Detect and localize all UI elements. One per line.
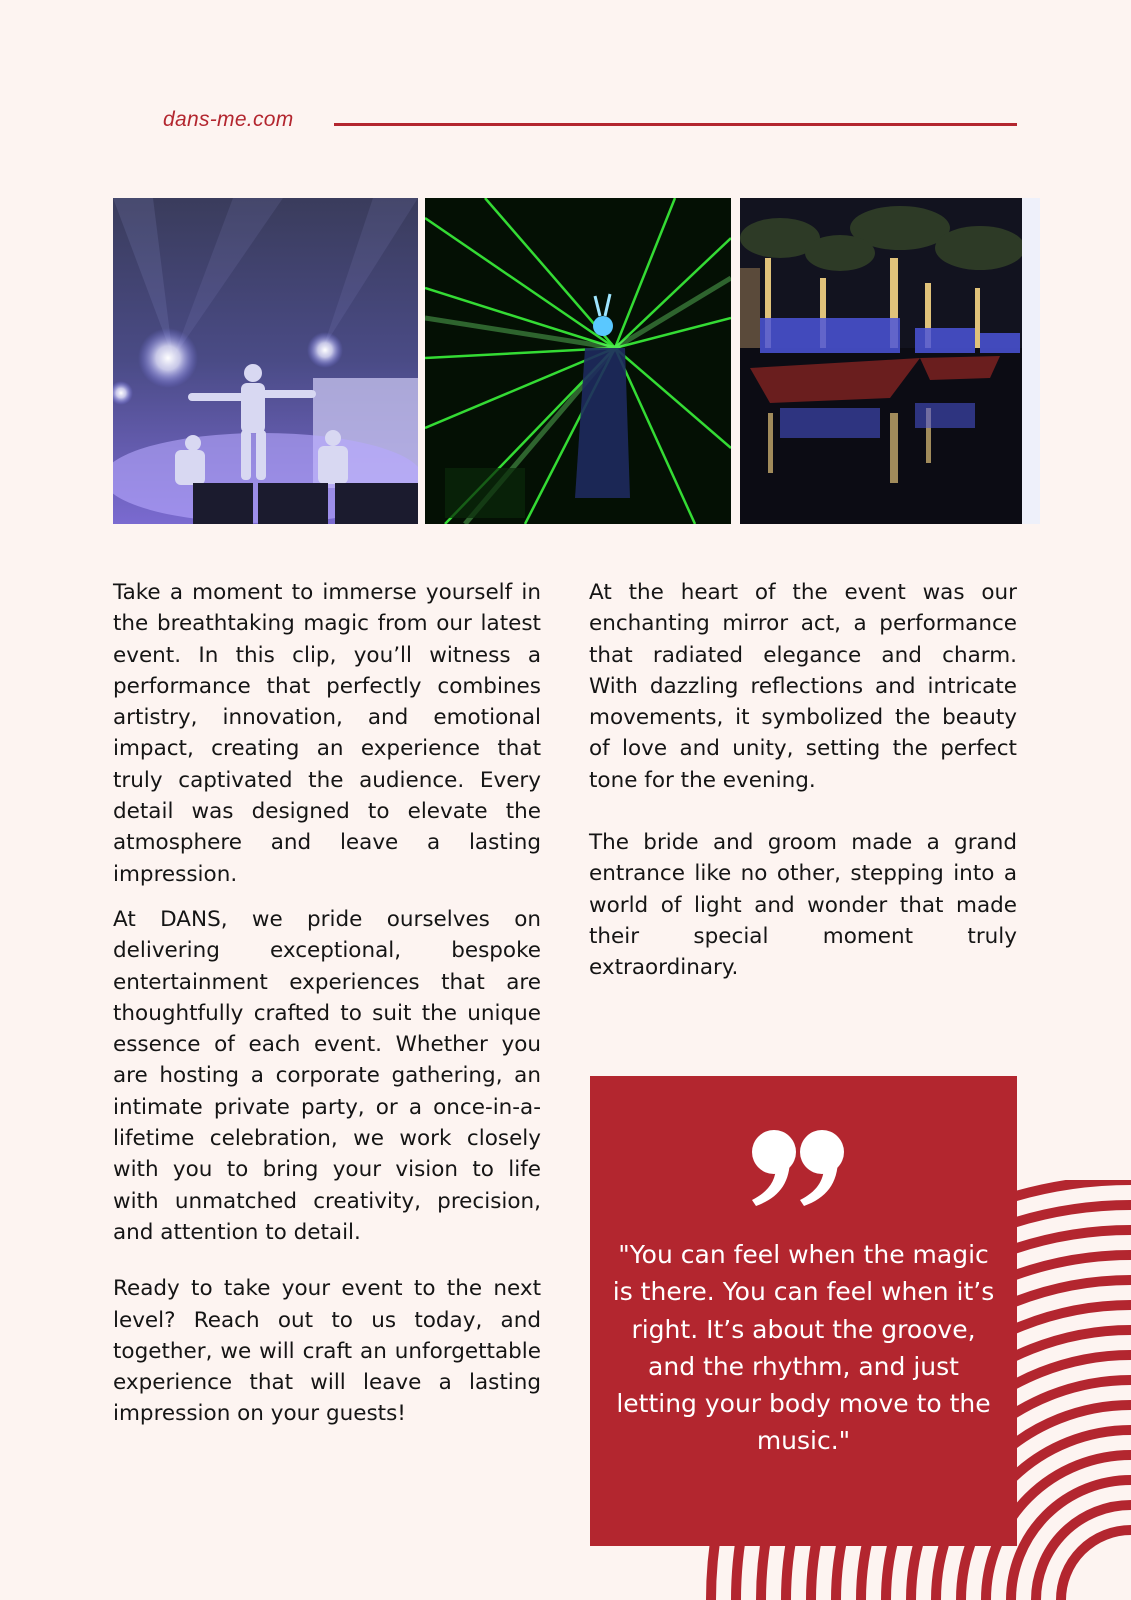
call-to-action-paragraph: Ready to take your event to the next level? Reach out to us today, and together, we will craft an unforgettable experience that will leave a lasting impression on your guests! [113,1276,541,1427]
laser-performance-photo [425,198,731,524]
intro-paragraph: Take a moment to immerse yourself in the breathtaking magic from our latest event. In this clip, you’ll witness a performance that perfectly combines artistry, innovation, and emotional impact, creating an experience that truly captivated the audience. Every detail was designed to elevate the atmosphere and leave a lasting impression. [113,580,541,887]
quote-mark-icon [750,1126,850,1208]
header-divider [334,123,1017,126]
grand-entrance-paragraph: The bride and groom made a grand entrance like no other, stepping into a world of light and wonder that made their special moment truly extraordinary. [589,830,1017,981]
illuminated-boats-photo [740,198,1022,524]
testimonial-quote: "You can feel when the magic is there. You can feel when it’s right. It’s about the groove, and the rhythm, and just letting your body move to the music." [612,1240,995,1456]
website-link[interactable]: dans-me.com [163,108,294,131]
mirror-act-stage-photo [113,198,418,524]
about-dans-paragraph: At DANS, we pride ourselves on delivering exceptional, bespoke entertainment experiences that are thoughtfully crafted to suit the unique essence of each event. Whether you are hosting a corporate gathering, an intimate private party, or a once-in-a-lifetime celebration, we work closely with you to bring your vision to life with unmatched creativity, precision, and attention to detail. [113,906,541,1245]
right-text-column [589,577,1017,984]
photo-strip-edge [1022,198,1040,524]
quote-box [590,1076,1017,1546]
left-text-column [113,577,541,1430]
mirror-act-paragraph: At the heart of the event was our enchanting mirror act, a performance that radiated elegance and charm. With dazzling reflections and intricate movements, it symbolized the beauty of love and unity, setting the perfect tone for the evening. [589,580,1017,793]
